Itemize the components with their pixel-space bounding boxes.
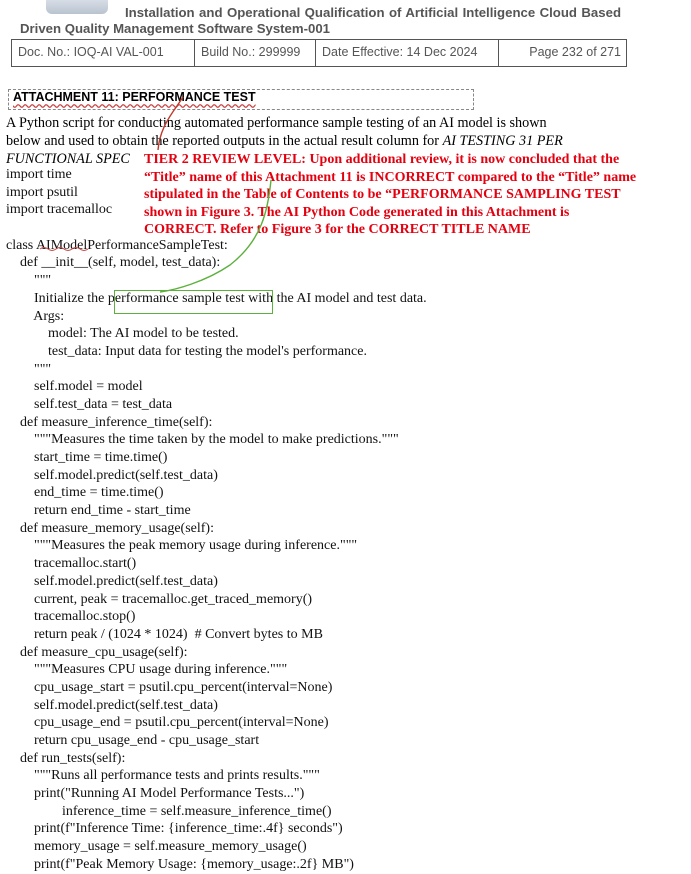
review-line5: CORRECT. Refer to Figure 3 for the CORRECT TITLE NAME — [144, 222, 531, 238]
code-line: def __init__(self, model, test_data): — [6, 255, 221, 271]
code-line: def measure_memory_usage(self): — [6, 520, 214, 536]
date-effective: Date Effective: 14 Dec 2024 — [316, 40, 499, 66]
code-line: """Measures CPU usage during inference.""" — [6, 662, 288, 678]
code-line: """ — [6, 361, 52, 377]
code-line: model: The AI model to be tested. — [6, 326, 239, 342]
code-line: current, peak = tracemalloc.get_traced_memory() — [6, 591, 313, 607]
code-line: return cpu_usage_end - cpu_usage_start — [6, 733, 260, 748]
code-line: def measure_cpu_usage(self): — [6, 644, 188, 660]
review-line2: “Title” name of this Attachment 11 is INCORRECT compared to the “Title” name — [144, 169, 637, 185]
intro-line2-ref: AI TESTING 31 PER — [442, 133, 563, 149]
code-line: Args: — [6, 308, 65, 324]
attachment-heading-text: ATTACHMENT 11: PERFORMANCE TEST — [13, 90, 256, 104]
document-title-line2: Driven Quality Management Software System-001 — [20, 21, 331, 36]
code-line: memory_usage = self.measure_memory_usage() — [6, 839, 307, 855]
code-line: end_time = time.time() — [6, 485, 164, 501]
code-line: self.model.predict(self.test_data) — [6, 573, 218, 589]
code-line: """Runs all performance tests and prints results.""" — [6, 768, 320, 784]
review-line1: TIER 2 REVIEW LEVEL: Upon additional review, it is now concluded that the — [144, 152, 620, 167]
document-title-line1: Installation and Operational Qualification of Artificial Intelligence Cloud Based — [125, 5, 621, 20]
doc-number: Doc. No.: IOQ-AI VAL-001 — [12, 40, 195, 66]
classname-underline — [40, 248, 88, 251]
code-line: print(f"Inference Time: {inference_time:.4f} seconds") — [6, 821, 343, 837]
code-line: self.model = model — [6, 379, 143, 395]
code-line: class AIModelPerformanceSampleTest: — [6, 237, 228, 253]
review-pointer-line — [158, 97, 183, 150]
intro-line3-ref: FUNCTIONAL SPEC — [6, 151, 130, 167]
code-line: start_time = time.time() — [6, 450, 168, 465]
code-line: """Measures the time taken by the model to make predictions.""" — [6, 432, 399, 448]
code-line: def measure_inference_time(self): — [6, 414, 213, 430]
intro-line1: A Python script for conducting automated performance sample testing of an AI model is shown — [6, 115, 547, 131]
code-line: print("Running AI Model Performance Tests...") — [6, 786, 305, 802]
code-line: """Measures the peak memory usage during inference.""" — [6, 538, 358, 554]
code-line: return peak / (1024 * 1024) # Convert bytes to MB — [6, 626, 323, 642]
highlight-connector-line — [160, 180, 271, 292]
page-number: Page 232 of 271 — [529, 45, 621, 59]
review-line3: stipulated in the Table of Contents to be “PERFORMANCE SAMPLING TEST — [144, 187, 621, 203]
code-line: print(f"Peak Memory Usage: {memory_usage:.2f} MB") — [6, 856, 354, 872]
code-line: self.test_data = test_data — [6, 396, 173, 412]
code-line: self.model.predict(self.test_data) — [6, 467, 218, 483]
code-line: import psutil — [6, 184, 78, 200]
intro-line2-text: below and used to obtain the reported outputs in the actual result column for — [6, 133, 443, 149]
build-number: Build No.: 299999 — [195, 40, 316, 66]
code-line: return end_time - start_time — [6, 503, 191, 519]
code-line: self.model.predict(self.test_data) — [6, 697, 218, 713]
code-line: inference_time = self.measure_inference_time() — [6, 803, 332, 819]
code-line: import tracemalloc — [6, 202, 113, 218]
code-line: Initialize the performance sample test with the AI model and test data. — [6, 290, 427, 306]
code-line: """ — [6, 273, 52, 289]
code-line: cpu_usage_end = psutil.cpu_percent(interval=None) — [6, 715, 329, 731]
code-line: tracemalloc.stop() — [6, 609, 136, 625]
code-line: import time — [6, 167, 72, 182]
code-line: tracemalloc.start() — [6, 556, 137, 572]
review-line4: shown in Figure 3. The AI Python Code generated in this Attachment is — [144, 204, 570, 220]
code-line: cpu_usage_start = psutil.cpu_percent(interval=None) — [6, 679, 333, 695]
code-line: test_data: Input data for testing the model's performance. — [6, 343, 367, 359]
code-line: def run_tests(self): — [6, 750, 126, 766]
